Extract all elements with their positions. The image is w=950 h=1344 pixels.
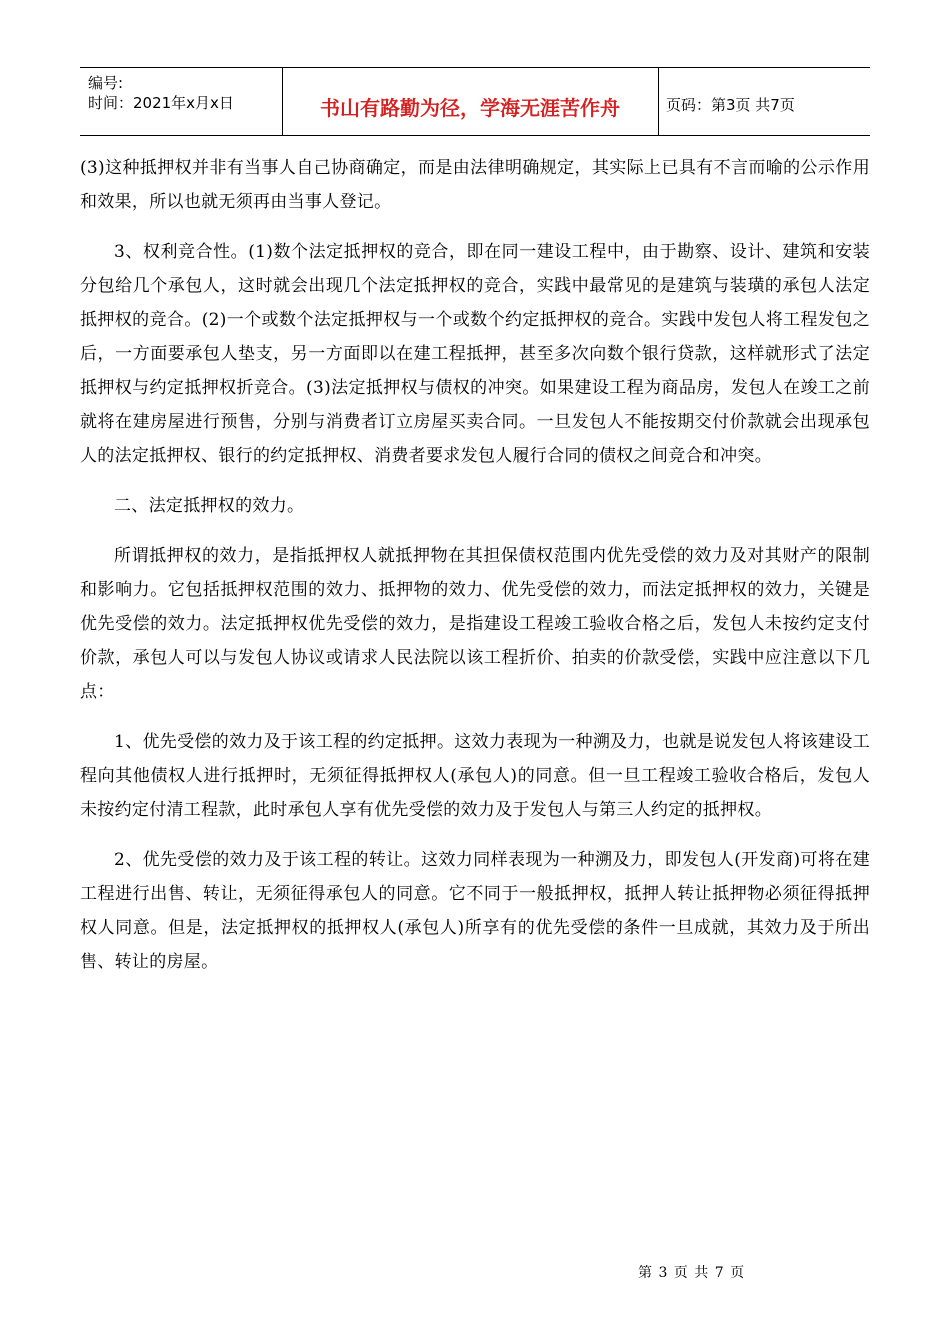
paragraph-rights-competition: 3、权利竞合性。(1)数个法定抵押权的竞合，即在同一建设工程中，由于勘察、设计、建筑和安装分包给几个承包人，这时就会出现几个法定抵押权的竞合，实践中最常见的是建筑与装璜的承包人法定抵押权的竞合。(2)一个或数个法定抵押权与一个或数个约定抵押权的竞合。实践中发包人将工程发包之后，一方面要承包人垫支，另一方面即以在建工程抵押，甚至多次向数个银行贷款，这样就形式了法定抵押权与约定抵押权折竞合。(3)法定抵押权与债权的冲突。如果建设工程为商品房，发包人在竣工之前就将在建房屋进行预售，分别与消费者订立房屋买卖合同。一旦发包人不能按期交付价款就会出现承包人的法定抵押权、银行的约定抵押权、消费者要求发包人履行合同的债权之间竞合和冲突。 xyxy=(80,242,870,466)
paragraph-point-1: 1、优先受偿的效力及于该工程的约定抵押。这效力表现为一种溯及力，也就是说发包人将该建设工程向其他债权人进行抵押时，无须征得抵押权人(承包人)的同意。但一旦工程竣工验收合格后，发包人未按约定付清工程款，此时承包人享有优先受偿的效力及于发包人与第三人约定的抵押权。 xyxy=(80,732,870,820)
header-page-info: 页码：第3页 共7页 xyxy=(666,96,795,114)
document-time-label: 时间：2021年x月x日 xyxy=(88,94,234,112)
paragraph-point-2: 2、优先受偿的效力及于该工程的转让。这效力同样表现为一种溯及力，即发包人(开发商)可将在建工程进行出售、转让，无须征得承包人的同意。它不同于一般抵押权，抵押人转让抵押物必须征得抵押权人同意。但是，法定抵押权的抵押权人(承包人)所享有的优先受偿的条件一旦成就，其效力及于所出售、转让的房屋。 xyxy=(80,850,870,972)
page-header xyxy=(80,67,870,136)
header-right-cell xyxy=(658,68,870,135)
document-body xyxy=(80,151,870,995)
page-footer: 第 3 页 共 7 页 xyxy=(638,1265,746,1281)
header-motto: 书山有路勤为径，学海无涯苦作舟 xyxy=(320,96,620,120)
document-number-label: 编号: xyxy=(88,74,124,92)
section-heading-effect: 二、法定抵押权的效力。 xyxy=(114,496,305,516)
paragraph-effect-definition: 所谓抵押权的效力，是指抵押权人就抵押物在其担保债权范围内优先受偿的效力及对其财产的限制和影响力。它包括抵押权范围的效力、抵押物的效力、优先受偿的效力，而法定抵押权的效力，关键是优先受偿的效力。法定抵押权优先受偿的效力，是指建设工程竣工验收合格之后，发包人未按约定支付价款，承包人可以与发包人协议或请求人民法院以该工程折价、拍卖的价款受偿，实践中应注意以下几点： xyxy=(80,546,870,702)
header-left-cell xyxy=(80,68,283,135)
paragraph-continuation: (3)这种抵押权并非有当事人自己协商确定，而是由法律明确规定，其实际上已具有不言而喻的公示作用和效果，所以也就无须再由当事人登记。 xyxy=(80,158,870,212)
header-middle-cell xyxy=(282,68,659,135)
